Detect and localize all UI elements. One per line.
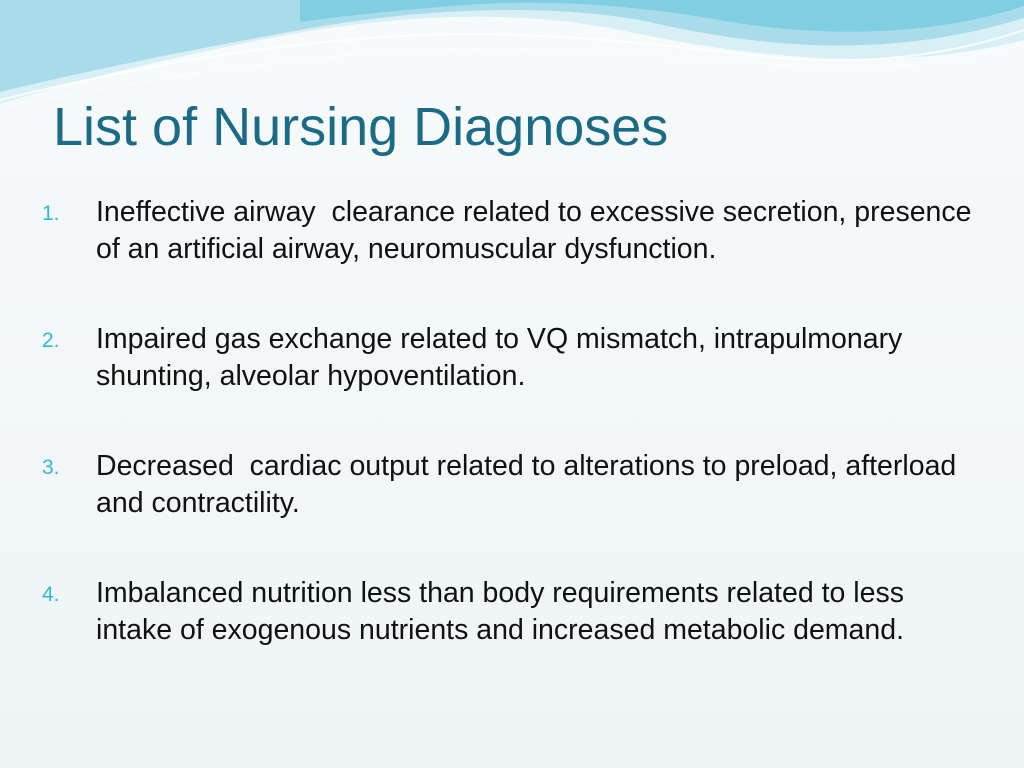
diagnoses-list: [42, 194, 982, 648]
list-item-text: Impaired gas exchange related to VQ mismatch, intrapulmonary shunting, alveolar hypoventilation.: [96, 323, 911, 392]
list-item-text: Ineffective airway clearance related to excessive secretion, presence of an artificial airway, neuromuscular dysfunction.: [96, 196, 980, 265]
list-item-text: Imbalanced nutrition less than body requirements related to less intake of exogenous nutrients and increased metabolic demand.: [96, 577, 912, 646]
list-item: [42, 448, 982, 521]
slide-title: List of Nursing Diagnoses: [53, 97, 669, 157]
list-item-number: 4.: [42, 583, 60, 606]
list-item: [42, 321, 982, 394]
list-item-number: 1.: [42, 202, 60, 225]
list-item-number: 2.: [42, 329, 60, 352]
list-item: [42, 575, 982, 648]
list-item-number: 3.: [42, 456, 60, 479]
list-item-text: Decreased cardiac output related to alterations to preload, afterload and contractility.: [96, 450, 965, 519]
list-item: [42, 194, 982, 267]
